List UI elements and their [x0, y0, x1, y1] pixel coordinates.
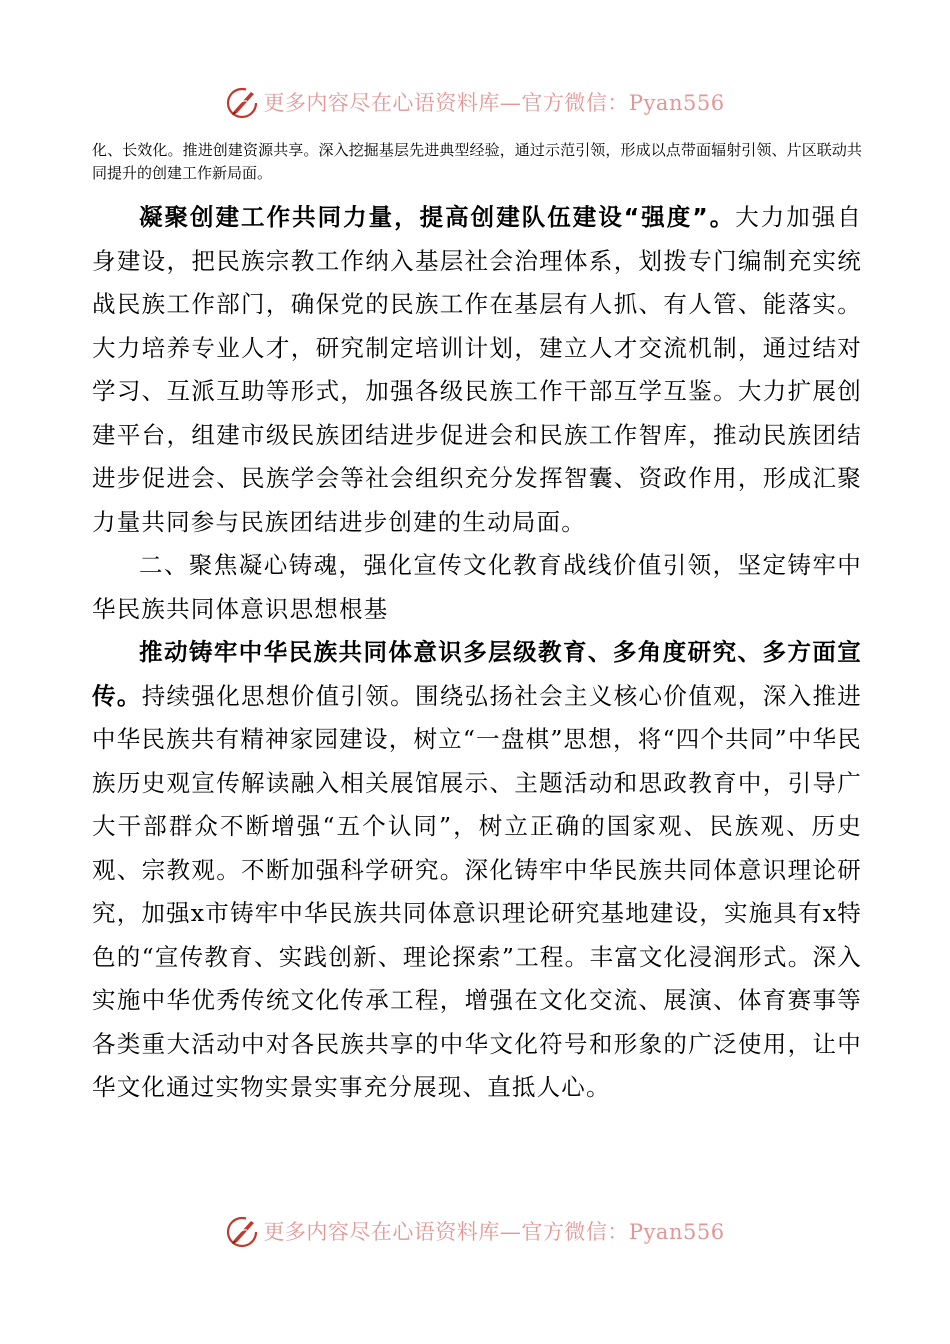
footer-banner [0, 1209, 950, 1253]
footer-banner-text: 更多内容尽在心语资料库—官方微信：Pyan556 [263, 1220, 725, 1244]
header-banner [0, 80, 950, 124]
section-two-heading: 二、聚焦凝心铸魂，强化宣传文化教育战线价值引领，坚定铸牢中华民族共同体意识思想根基 [92, 551, 862, 623]
paragraph-team-building-heading: 凝聚创建工作共同力量，提高创建队伍建设“强度”。 [139, 203, 736, 231]
paragraph-education [92, 631, 862, 1110]
intro-paragraph: 化、长效化。推进创建资源共享。深入挖掘基层先进典型经验，通过示范引领，形成以点带面辐射引领、片区联动共同提升的创建工作新局面。 [92, 141, 862, 182]
paragraph-education-text: 持续强化思想价值引领。围绕弘扬社会主义核心价值观，深入推进中华民族共有精神家园建设，树立“一盘棋”思想，将“四个共同”中华民族历史观宣传解读融入相关展馆展示、主题活动和思政教育中，引导广大干部群众不断增强“五个认同”，树立正确的国家观、民族观、历史观、宗教观。不断加强科学研究。深化铸牢中华民族共同体意识理论研究，加强x市铸牢中华民族共同体意识理论研究基地建设，实施具有x特色的“宣传教育、实践创新、理论探索”工程。丰富文化浸润形式。深入实施中华优秀传统文化传承工程，增强在文化交流、展演、体育赛事等各类重大活动中对各民族共享的中华文化符号和形象的广泛使用，让中华文化通过实物实景实事充分展现、直抵人心。 [92, 681, 862, 1101]
paragraph-team-building [92, 196, 862, 544]
pen-circle-logo-icon [225, 1213, 261, 1249]
header-banner-text: 更多内容尽在心语资料库—官方微信：Pyan556 [263, 91, 725, 115]
paragraph-team-building-text: 大力加强自身建设，把民族宗教工作纳入基层社会治理体系，划拨专门编制充实统战民族工作部门，确保党的民族工作在基层有人抓、有人管、能落实。大力培养专业人才，研究制定培训计划，建立人才交流机制，通过结对学习、互派互助等形式，加强各级民族工作干部互学互鉴。大力扩展创建平台，组建市级民族团结进步促进会和民族工作智库，推动民族团结进步促进会、民族学会等社会组织充分发挥智囊、资政作用，形成汇聚力量共同参与民族团结进步创建的生动局面。 [92, 203, 862, 536]
paragraph-education-heading: 推动铸牢中华民族共同体意识多层级教育、多角度研究、多方面宣传。 [92, 638, 862, 710]
document-body [92, 139, 862, 1110]
pen-circle-logo-icon [225, 84, 261, 120]
